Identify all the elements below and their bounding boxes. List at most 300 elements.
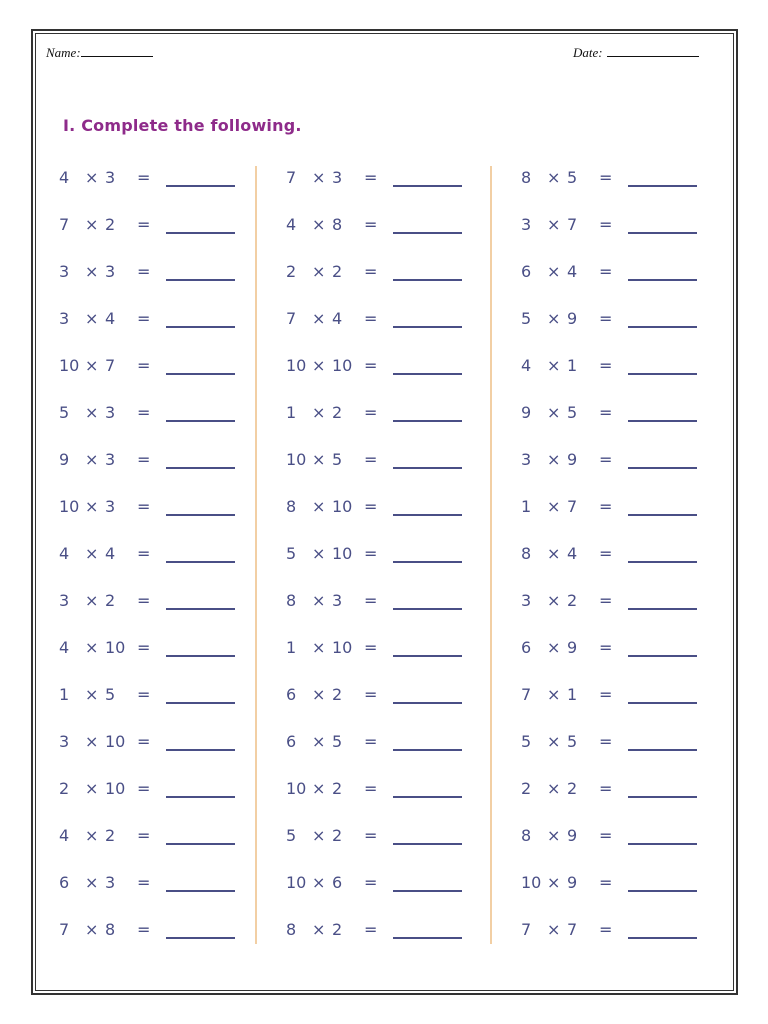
answer-blank[interactable] xyxy=(393,467,462,469)
problem-row xyxy=(57,352,257,399)
equals-symbol: = xyxy=(137,309,151,328)
column-divider xyxy=(490,166,492,944)
factor-a: 3 xyxy=(521,591,532,610)
problem-row xyxy=(57,164,257,211)
problem-row xyxy=(57,493,257,540)
equals-symbol: = xyxy=(137,638,151,657)
problem-row xyxy=(519,352,719,399)
answer-blank[interactable] xyxy=(166,702,235,704)
answer-blank[interactable] xyxy=(166,608,235,610)
factor-b: 4 xyxy=(332,309,343,328)
factor-b: 2 xyxy=(567,591,578,610)
equals-symbol: = xyxy=(599,450,613,469)
times-symbol: × xyxy=(312,497,326,516)
answer-blank[interactable] xyxy=(166,843,235,845)
factor-a: 3 xyxy=(59,732,70,751)
times-symbol: × xyxy=(85,356,99,375)
times-symbol: × xyxy=(312,591,326,610)
factor-b: 4 xyxy=(567,544,578,563)
factor-a: 7 xyxy=(286,168,297,187)
equals-symbol: = xyxy=(599,262,613,281)
problem-row xyxy=(284,211,484,258)
problem-row xyxy=(519,493,719,540)
equals-symbol: = xyxy=(599,497,613,516)
factor-a: 3 xyxy=(521,450,532,469)
factor-a: 5 xyxy=(59,403,70,422)
problem-row xyxy=(519,446,719,493)
times-symbol: × xyxy=(85,497,99,516)
factor-a: 10 xyxy=(286,873,307,892)
answer-blank[interactable] xyxy=(166,890,235,892)
factor-b: 7 xyxy=(567,497,578,516)
equals-symbol: = xyxy=(599,544,613,563)
equals-symbol: = xyxy=(364,591,378,610)
factor-a: 3 xyxy=(59,309,70,328)
factor-a: 5 xyxy=(286,826,297,845)
answer-blank[interactable] xyxy=(166,749,235,751)
answer-blank[interactable] xyxy=(628,185,697,187)
equals-symbol: = xyxy=(137,497,151,516)
equals-symbol: = xyxy=(364,826,378,845)
times-symbol: × xyxy=(312,685,326,704)
times-symbol: × xyxy=(85,544,99,563)
factor-a: 9 xyxy=(521,403,532,422)
problem-row xyxy=(519,399,719,446)
factor-a: 7 xyxy=(521,920,532,939)
equals-symbol: = xyxy=(364,262,378,281)
answer-blank[interactable] xyxy=(628,796,697,798)
problem-row xyxy=(284,681,484,728)
answer-blank[interactable] xyxy=(628,608,697,610)
equals-symbol: = xyxy=(364,356,378,375)
problem-column-2 xyxy=(284,164,484,963)
problem-row xyxy=(57,916,257,963)
factor-a: 4 xyxy=(59,544,70,563)
problem-row xyxy=(284,775,484,822)
factor-b: 2 xyxy=(105,826,116,845)
equals-symbol: = xyxy=(137,168,151,187)
equals-symbol: = xyxy=(364,168,378,187)
times-symbol: × xyxy=(312,450,326,469)
answer-blank[interactable] xyxy=(166,655,235,657)
equals-symbol: = xyxy=(599,638,613,657)
times-symbol: × xyxy=(85,450,99,469)
factor-a: 3 xyxy=(521,215,532,234)
factor-b: 2 xyxy=(332,826,343,845)
factor-a: 7 xyxy=(286,309,297,328)
times-symbol: × xyxy=(547,168,561,187)
problem-row xyxy=(284,164,484,211)
equals-symbol: = xyxy=(137,685,151,704)
problem-row xyxy=(284,399,484,446)
problem-row xyxy=(519,587,719,634)
equals-symbol: = xyxy=(137,356,151,375)
problem-row xyxy=(284,916,484,963)
factor-b: 2 xyxy=(332,262,343,281)
factor-a: 2 xyxy=(521,779,532,798)
section-title: I. Complete the following. xyxy=(63,116,302,135)
equals-symbol: = xyxy=(137,544,151,563)
times-symbol: × xyxy=(312,544,326,563)
answer-blank[interactable] xyxy=(628,702,697,704)
times-symbol: × xyxy=(312,638,326,657)
factor-a: 10 xyxy=(521,873,542,892)
factor-b: 4 xyxy=(105,309,116,328)
factor-a: 8 xyxy=(286,920,297,939)
factor-b: 2 xyxy=(332,685,343,704)
factor-b: 10 xyxy=(332,638,353,657)
equals-symbol: = xyxy=(599,732,613,751)
factor-b: 10 xyxy=(332,544,353,563)
factor-b: 3 xyxy=(105,262,116,281)
problem-row xyxy=(57,681,257,728)
times-symbol: × xyxy=(547,591,561,610)
times-symbol: × xyxy=(85,638,99,657)
times-symbol: × xyxy=(85,262,99,281)
answer-blank[interactable] xyxy=(393,749,462,751)
problem-row xyxy=(519,916,719,963)
equals-symbol: = xyxy=(599,873,613,892)
problem-row xyxy=(57,728,257,775)
answer-blank[interactable] xyxy=(393,373,462,375)
factor-a: 5 xyxy=(521,732,532,751)
answer-blank[interactable] xyxy=(393,655,462,657)
factor-b: 9 xyxy=(567,873,578,892)
factor-a: 4 xyxy=(286,215,297,234)
factor-a: 10 xyxy=(59,497,80,516)
answer-blank[interactable] xyxy=(166,467,235,469)
answer-blank[interactable] xyxy=(393,796,462,798)
equals-symbol: = xyxy=(137,873,151,892)
answer-blank[interactable] xyxy=(393,608,462,610)
times-symbol: × xyxy=(85,920,99,939)
equals-symbol: = xyxy=(599,356,613,375)
answer-blank[interactable] xyxy=(166,326,235,328)
problem-row xyxy=(284,822,484,869)
answer-blank[interactable] xyxy=(166,279,235,281)
factor-a: 3 xyxy=(59,262,70,281)
times-symbol: × xyxy=(85,215,99,234)
answer-blank[interactable] xyxy=(393,702,462,704)
equals-symbol: = xyxy=(599,309,613,328)
factor-b: 1 xyxy=(567,685,578,704)
factor-b: 5 xyxy=(332,450,343,469)
times-symbol: × xyxy=(547,826,561,845)
times-symbol: × xyxy=(312,826,326,845)
factor-a: 3 xyxy=(59,591,70,610)
times-symbol: × xyxy=(312,356,326,375)
factor-b: 10 xyxy=(332,497,353,516)
factor-a: 1 xyxy=(286,403,297,422)
times-symbol: × xyxy=(85,826,99,845)
times-symbol: × xyxy=(85,732,99,751)
problem-row xyxy=(519,164,719,211)
answer-blank[interactable] xyxy=(393,279,462,281)
answer-blank[interactable] xyxy=(166,561,235,563)
equals-symbol: = xyxy=(364,403,378,422)
factor-a: 8 xyxy=(521,826,532,845)
answer-blank[interactable] xyxy=(628,937,697,939)
times-symbol: × xyxy=(547,685,561,704)
factor-b: 6 xyxy=(332,873,343,892)
times-symbol: × xyxy=(547,732,561,751)
times-symbol: × xyxy=(85,403,99,422)
times-symbol: × xyxy=(547,403,561,422)
answer-blank[interactable] xyxy=(628,232,697,234)
equals-symbol: = xyxy=(599,685,613,704)
factor-a: 10 xyxy=(59,356,80,375)
times-symbol: × xyxy=(312,920,326,939)
factor-b: 3 xyxy=(105,873,116,892)
factor-a: 8 xyxy=(521,544,532,563)
answer-blank[interactable] xyxy=(166,185,235,187)
answer-blank[interactable] xyxy=(393,937,462,939)
times-symbol: × xyxy=(547,356,561,375)
problem-row xyxy=(57,869,257,916)
problem-row xyxy=(519,305,719,352)
problem-row xyxy=(57,540,257,587)
factor-a: 9 xyxy=(59,450,70,469)
times-symbol: × xyxy=(312,168,326,187)
answer-blank[interactable] xyxy=(628,326,697,328)
factor-b: 10 xyxy=(105,732,126,751)
problem-row xyxy=(57,634,257,681)
times-symbol: × xyxy=(312,779,326,798)
factor-a: 7 xyxy=(521,685,532,704)
factor-b: 2 xyxy=(332,920,343,939)
factor-b: 10 xyxy=(105,638,126,657)
problem-row xyxy=(57,258,257,305)
factor-b: 2 xyxy=(332,403,343,422)
factor-b: 3 xyxy=(105,168,116,187)
factor-b: 4 xyxy=(105,544,116,563)
answer-blank[interactable] xyxy=(393,843,462,845)
factor-a: 8 xyxy=(286,497,297,516)
answer-blank[interactable] xyxy=(393,514,462,516)
date-blank[interactable] xyxy=(607,44,699,57)
answer-blank[interactable] xyxy=(628,420,697,422)
times-symbol: × xyxy=(547,309,561,328)
factor-a: 4 xyxy=(59,826,70,845)
factor-a: 6 xyxy=(59,873,70,892)
factor-a: 4 xyxy=(521,356,532,375)
problem-row xyxy=(519,728,719,775)
factor-a: 2 xyxy=(59,779,70,798)
factor-b: 8 xyxy=(105,920,116,939)
factor-b: 2 xyxy=(567,779,578,798)
times-symbol: × xyxy=(312,732,326,751)
equals-symbol: = xyxy=(137,591,151,610)
answer-blank[interactable] xyxy=(166,420,235,422)
times-symbol: × xyxy=(547,215,561,234)
problem-row xyxy=(284,352,484,399)
equals-symbol: = xyxy=(137,732,151,751)
factor-a: 10 xyxy=(286,450,307,469)
answer-blank[interactable] xyxy=(166,232,235,234)
equals-symbol: = xyxy=(599,591,613,610)
problem-column-1 xyxy=(57,164,257,963)
equals-symbol: = xyxy=(364,873,378,892)
problem-row xyxy=(57,305,257,352)
times-symbol: × xyxy=(312,403,326,422)
date-label: Date: xyxy=(573,45,603,60)
factor-b: 8 xyxy=(332,215,343,234)
problem-row xyxy=(519,869,719,916)
factor-b: 5 xyxy=(567,168,578,187)
factor-b: 7 xyxy=(105,356,116,375)
equals-symbol: = xyxy=(137,826,151,845)
answer-blank[interactable] xyxy=(393,890,462,892)
answer-blank[interactable] xyxy=(628,279,697,281)
answer-blank[interactable] xyxy=(166,937,235,939)
factor-b: 9 xyxy=(567,826,578,845)
factor-a: 8 xyxy=(521,168,532,187)
name-field[interactable] xyxy=(46,44,153,61)
problem-row xyxy=(57,446,257,493)
problem-column-3 xyxy=(519,164,719,963)
problem-row xyxy=(57,399,257,446)
factor-a: 6 xyxy=(521,262,532,281)
times-symbol: × xyxy=(547,920,561,939)
problem-row xyxy=(57,822,257,869)
times-symbol: × xyxy=(547,450,561,469)
problem-row xyxy=(284,634,484,681)
problem-row xyxy=(284,258,484,305)
times-symbol: × xyxy=(547,873,561,892)
answer-blank[interactable] xyxy=(166,514,235,516)
equals-symbol: = xyxy=(599,779,613,798)
answer-blank[interactable] xyxy=(628,561,697,563)
date-field[interactable] xyxy=(573,44,699,61)
factor-a: 2 xyxy=(286,262,297,281)
factor-b: 5 xyxy=(567,403,578,422)
factor-a: 7 xyxy=(59,920,70,939)
factor-a: 4 xyxy=(59,638,70,657)
equals-symbol: = xyxy=(137,920,151,939)
factor-a: 1 xyxy=(521,497,532,516)
times-symbol: × xyxy=(312,873,326,892)
times-symbol: × xyxy=(547,497,561,516)
factor-a: 8 xyxy=(286,591,297,610)
factor-b: 4 xyxy=(567,262,578,281)
problem-row xyxy=(284,305,484,352)
times-symbol: × xyxy=(85,591,99,610)
equals-symbol: = xyxy=(364,732,378,751)
problem-row xyxy=(284,446,484,493)
factor-b: 1 xyxy=(567,356,578,375)
times-symbol: × xyxy=(312,262,326,281)
factor-b: 2 xyxy=(105,215,116,234)
answer-blank[interactable] xyxy=(628,467,697,469)
factor-a: 7 xyxy=(59,215,70,234)
problem-row xyxy=(284,540,484,587)
answer-blank[interactable] xyxy=(393,232,462,234)
factor-a: 6 xyxy=(286,732,297,751)
problem-row xyxy=(519,634,719,681)
problem-row xyxy=(519,540,719,587)
name-label: Name: xyxy=(46,45,81,60)
factor-b: 7 xyxy=(567,920,578,939)
answer-blank[interactable] xyxy=(628,843,697,845)
equals-symbol: = xyxy=(137,779,151,798)
answer-blank[interactable] xyxy=(628,655,697,657)
answer-blank[interactable] xyxy=(166,796,235,798)
factor-b: 3 xyxy=(332,591,343,610)
times-symbol: × xyxy=(312,215,326,234)
factor-b: 10 xyxy=(105,779,126,798)
factor-b: 3 xyxy=(105,403,116,422)
answer-blank[interactable] xyxy=(393,326,462,328)
problem-row xyxy=(519,211,719,258)
problem-row xyxy=(519,822,719,869)
equals-symbol: = xyxy=(364,544,378,563)
problem-row xyxy=(519,681,719,728)
name-blank[interactable] xyxy=(81,44,153,57)
equals-symbol: = xyxy=(364,779,378,798)
answer-blank[interactable] xyxy=(628,890,697,892)
equals-symbol: = xyxy=(364,450,378,469)
problem-row xyxy=(284,587,484,634)
equals-symbol: = xyxy=(599,215,613,234)
equals-symbol: = xyxy=(137,215,151,234)
factor-a: 5 xyxy=(521,309,532,328)
equals-symbol: = xyxy=(599,403,613,422)
factor-b: 3 xyxy=(105,497,116,516)
times-symbol: × xyxy=(547,779,561,798)
factor-a: 10 xyxy=(286,356,307,375)
equals-symbol: = xyxy=(599,168,613,187)
factor-a: 1 xyxy=(286,638,297,657)
equals-symbol: = xyxy=(364,215,378,234)
answer-blank[interactable] xyxy=(628,373,697,375)
times-symbol: × xyxy=(85,779,99,798)
problem-row xyxy=(57,775,257,822)
times-symbol: × xyxy=(85,168,99,187)
factor-b: 3 xyxy=(332,168,343,187)
factor-a: 5 xyxy=(286,544,297,563)
times-symbol: × xyxy=(85,873,99,892)
equals-symbol: = xyxy=(137,403,151,422)
times-symbol: × xyxy=(547,638,561,657)
times-symbol: × xyxy=(85,309,99,328)
problem-row xyxy=(519,258,719,305)
factor-b: 10 xyxy=(332,356,353,375)
problem-row xyxy=(57,211,257,258)
equals-symbol: = xyxy=(364,920,378,939)
equals-symbol: = xyxy=(364,685,378,704)
answer-blank[interactable] xyxy=(393,420,462,422)
factor-a: 6 xyxy=(521,638,532,657)
equals-symbol: = xyxy=(364,638,378,657)
equals-symbol: = xyxy=(364,309,378,328)
equals-symbol: = xyxy=(599,826,613,845)
answer-blank[interactable] xyxy=(393,561,462,563)
times-symbol: × xyxy=(547,544,561,563)
problem-row xyxy=(284,869,484,916)
factor-b: 9 xyxy=(567,309,578,328)
answer-blank[interactable] xyxy=(393,185,462,187)
answer-blank[interactable] xyxy=(628,749,697,751)
factor-b: 5 xyxy=(567,732,578,751)
answer-blank[interactable] xyxy=(628,514,697,516)
problem-row xyxy=(284,493,484,540)
answer-blank[interactable] xyxy=(166,373,235,375)
equals-symbol: = xyxy=(364,497,378,516)
factor-b: 3 xyxy=(105,450,116,469)
equals-symbol: = xyxy=(137,262,151,281)
problem-row xyxy=(284,728,484,775)
problem-row xyxy=(57,587,257,634)
